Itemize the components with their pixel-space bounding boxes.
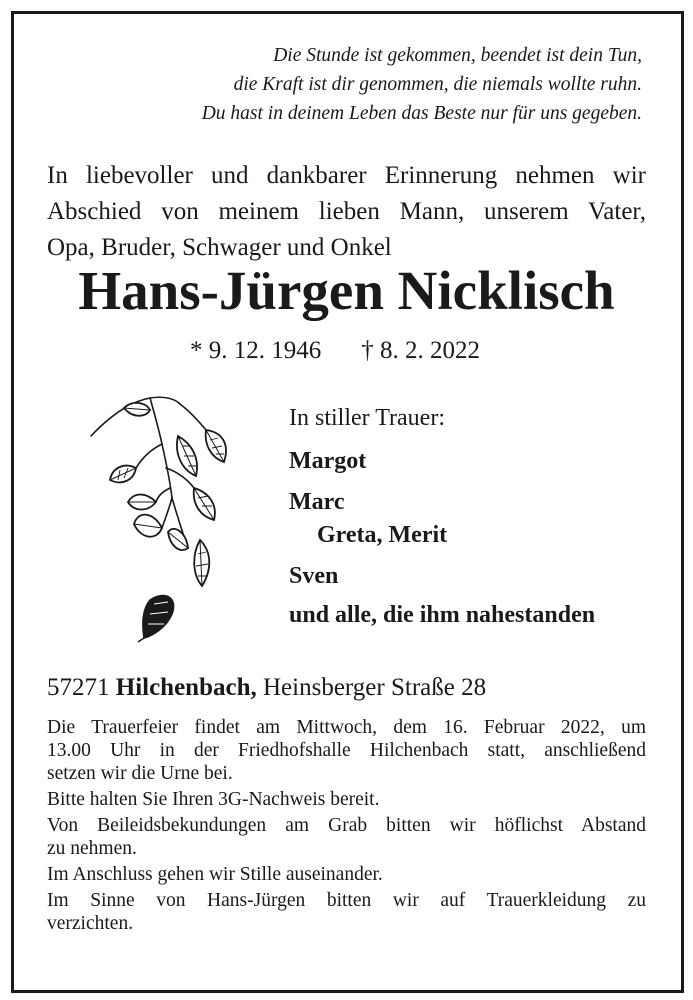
leafy-branch-icon <box>88 388 240 643</box>
notes-line: zu nehmen. <box>47 838 137 859</box>
poem-line: die Kraft ist dir genommen, die niemals wollte ruhn. <box>233 74 642 95</box>
address-city: Hilchenbach, <box>115 674 257 701</box>
mourner-name: Greta, Merit <box>317 522 448 548</box>
mourner-name: Sven <box>289 563 339 589</box>
notes-line: Bitte halten Sie Ihren 3G-Nachweis bereit. <box>47 789 380 810</box>
intro-text <box>47 158 646 266</box>
mourner-name: und alle, die ihm nahestanden <box>289 602 596 628</box>
notes-paragraph <box>47 716 646 785</box>
deceased-name: Hans-Jürgen Nicklisch <box>78 260 615 321</box>
mourner-name: Margot <box>289 448 367 474</box>
notes-line: 13.00 Uhr in der Friedhofshalle Hilchenbach statt, anschließend <box>47 740 646 761</box>
mourners-heading: In stiller Trauer: <box>289 405 445 431</box>
address-zip: 57271 <box>47 674 110 701</box>
poem-line: Du hast in deinem Leben das Beste nur für uns gegeben. <box>201 103 642 124</box>
poem-line: Die Stunde ist gekommen, beendet ist dein Tun, <box>273 45 642 66</box>
mourner-name: Marc <box>289 489 345 515</box>
notes-paragraph <box>47 889 646 935</box>
intro-line: Abschied von meinem lieben Mann, unserem Vater, <box>47 198 646 225</box>
notes-line: Im Sinne von Hans-Jürgen bitten wir auf Trauerkleidung zu <box>47 890 646 911</box>
notes-paragraph <box>47 814 646 860</box>
poem <box>202 41 642 128</box>
notes-paragraph <box>47 863 646 886</box>
notes-line: Im Anschluss gehen wir Stille auseinander. <box>47 864 383 885</box>
funeral-notes <box>47 716 646 938</box>
birth-date: * 9. 12. 1946 <box>190 337 322 364</box>
notes-line: Die Trauerfeier findet am Mittwoch, dem 16. Februar 2022, um <box>47 717 646 738</box>
notes-line: setzen wir die Urne bei. <box>47 763 233 784</box>
notes-line: verzichten. <box>47 913 134 934</box>
life-dates <box>190 334 480 368</box>
address-street: Heinsberger Straße 28 <box>263 674 487 701</box>
address <box>47 672 486 704</box>
death-date: † 8. 2. 2022 <box>361 337 480 364</box>
intro-line: In liebevoller und dankbarer Erinnerung nehmen wir <box>47 162 646 189</box>
notes-paragraph <box>47 788 646 811</box>
notes-line: Von Beileidsbekundungen am Grab bitten wir höflichst Abstand <box>47 815 646 836</box>
intro-line: Opa, Bruder, Schwager und Onkel <box>47 234 392 261</box>
